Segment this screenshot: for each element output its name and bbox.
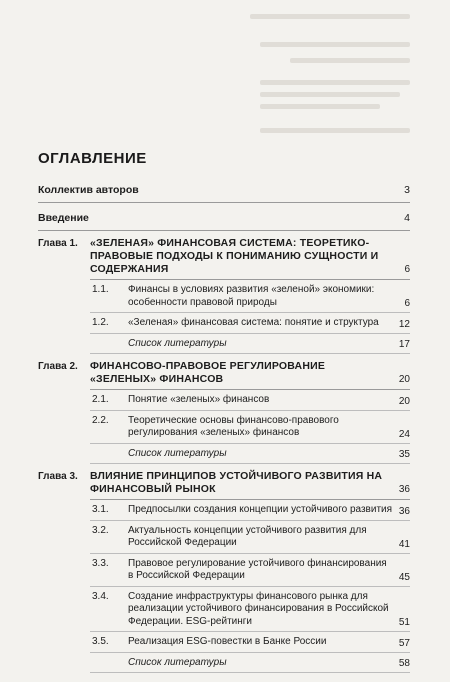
section-title: Финансы в условиях развития «зеленой» экономики: особенности правовой природы — [128, 284, 375, 308]
section-title: Правовое регулирование устойчивого финансирования в Российской Федерации — [128, 557, 387, 581]
chapter-label: Глава 1. — [38, 238, 78, 249]
section-page: 12 — [398, 318, 410, 330]
chapter-body — [90, 470, 410, 673]
section-number: 1.2. — [92, 317, 109, 328]
bibliography-entry[interactable] — [90, 444, 410, 465]
toc-entry[interactable] — [38, 181, 410, 203]
section-number: 3.1. — [92, 504, 109, 515]
toc-chapter — [38, 360, 410, 464]
section-title: Понятие «зеленых» финансов — [128, 394, 270, 405]
chapter-label: Глава 2. — [38, 361, 78, 372]
section-page: 51 — [398, 617, 410, 628]
chapter-page: 6 — [404, 264, 410, 275]
section-entry[interactable] — [90, 280, 410, 313]
section-entry[interactable] — [90, 632, 410, 653]
section-number: 3.2. — [92, 524, 109, 536]
section-title: Актуальность концепции устойчивого развития для Российской Федерации — [128, 524, 367, 548]
chapter-page: 36 — [398, 484, 410, 495]
toc-entry[interactable] — [38, 209, 410, 231]
bibliography-entry[interactable] — [90, 653, 410, 674]
section-page: 6 — [404, 298, 410, 309]
toc-chapters — [38, 237, 410, 673]
section-page: 17 — [398, 339, 410, 350]
bibliography-entry[interactable] — [90, 334, 410, 355]
section-number: 3.3. — [92, 557, 109, 569]
section-page: 58 — [398, 658, 410, 669]
section-entry[interactable] — [90, 500, 410, 521]
section-page: 24 — [398, 428, 410, 440]
section-number — [90, 338, 128, 351]
section-number: 2.2. — [92, 414, 109, 426]
section-entry[interactable] — [90, 411, 410, 444]
section-page: 35 — [398, 449, 410, 460]
toc-entry-page: 3 — [404, 184, 410, 196]
section-title: Список литературы — [128, 656, 227, 668]
chapter-heading[interactable] — [90, 237, 410, 280]
section-title: Создание инфраструктуры финансового рынка для реализации устойчивого финансирования в Российской Федерации. ESG-рейтинги — [128, 590, 389, 627]
toc-entry-title: Коллектив авторов — [38, 184, 139, 196]
toc-page — [38, 150, 410, 673]
section-number — [90, 657, 128, 670]
section-title: Реализация ESG-повестки в Банке России — [128, 636, 327, 647]
section-number: 2.1. — [92, 394, 109, 405]
section-title: Теоретические основы финансово-правового регулирования «зеленых» финансов — [128, 414, 339, 438]
section-page: 57 — [398, 637, 410, 649]
section-entry[interactable] — [90, 390, 410, 411]
chapter-page: 20 — [398, 374, 410, 385]
chapter-title: «ЗЕЛЕНАЯ» ФИНАНСОВАЯ СИСТЕМА: ТЕОРЕТИКО-ПРАВОВЫЕ ПОДХОДЫ К ПОНИМАНИЮ СУЩНОСТИ И СОДЕРЖАНИЯ — [90, 237, 379, 275]
section-number — [90, 448, 128, 461]
toc-entry-title: Введение — [38, 212, 89, 224]
chapter-heading[interactable] — [90, 360, 410, 390]
chapter-title: ВЛИЯНИЕ ПРИНЦИПОВ УСТОЙЧИВОГО РАЗВИТИЯ НА ФИНАНСОВЫЙ РЫНОК — [90, 470, 383, 495]
chapter-body — [90, 237, 410, 354]
section-page: 45 — [398, 571, 410, 583]
section-page: 20 — [398, 395, 410, 407]
toc-chapter — [38, 470, 410, 673]
section-number: 3.5. — [92, 636, 109, 647]
section-title: Список литературы — [128, 447, 227, 459]
chapter-body — [90, 360, 410, 464]
section-entry[interactable] — [90, 521, 410, 554]
section-number: 1.1. — [92, 284, 109, 295]
section-page: 41 — [398, 538, 410, 550]
section-page: 36 — [398, 505, 410, 517]
chapter-title: ФИНАНСОВО-ПРАВОВОЕ РЕГУЛИРОВАНИЕ «ЗЕЛЕНЫХ» ФИНАНСОВ — [90, 360, 326, 385]
section-title: Предпосылки создания концепции устойчивого развития — [128, 504, 393, 515]
section-entry[interactable] — [90, 587, 410, 633]
chapter-heading[interactable] — [90, 470, 410, 500]
toc-entry-page: 4 — [404, 212, 410, 224]
bleed-through-text — [0, 0, 450, 140]
toc-chapter — [38, 237, 410, 354]
section-entry[interactable] — [90, 554, 410, 587]
section-title: «Зеленая» финансовая система: понятие и структура — [128, 317, 379, 328]
section-title: Список литературы — [128, 337, 227, 349]
page-title: ОГЛАВЛЕНИЕ — [38, 150, 147, 167]
chapter-label: Глава 3. — [38, 471, 78, 482]
toc-entries — [38, 181, 410, 231]
section-number: 3.4. — [92, 590, 109, 602]
section-entry[interactable] — [90, 313, 410, 334]
